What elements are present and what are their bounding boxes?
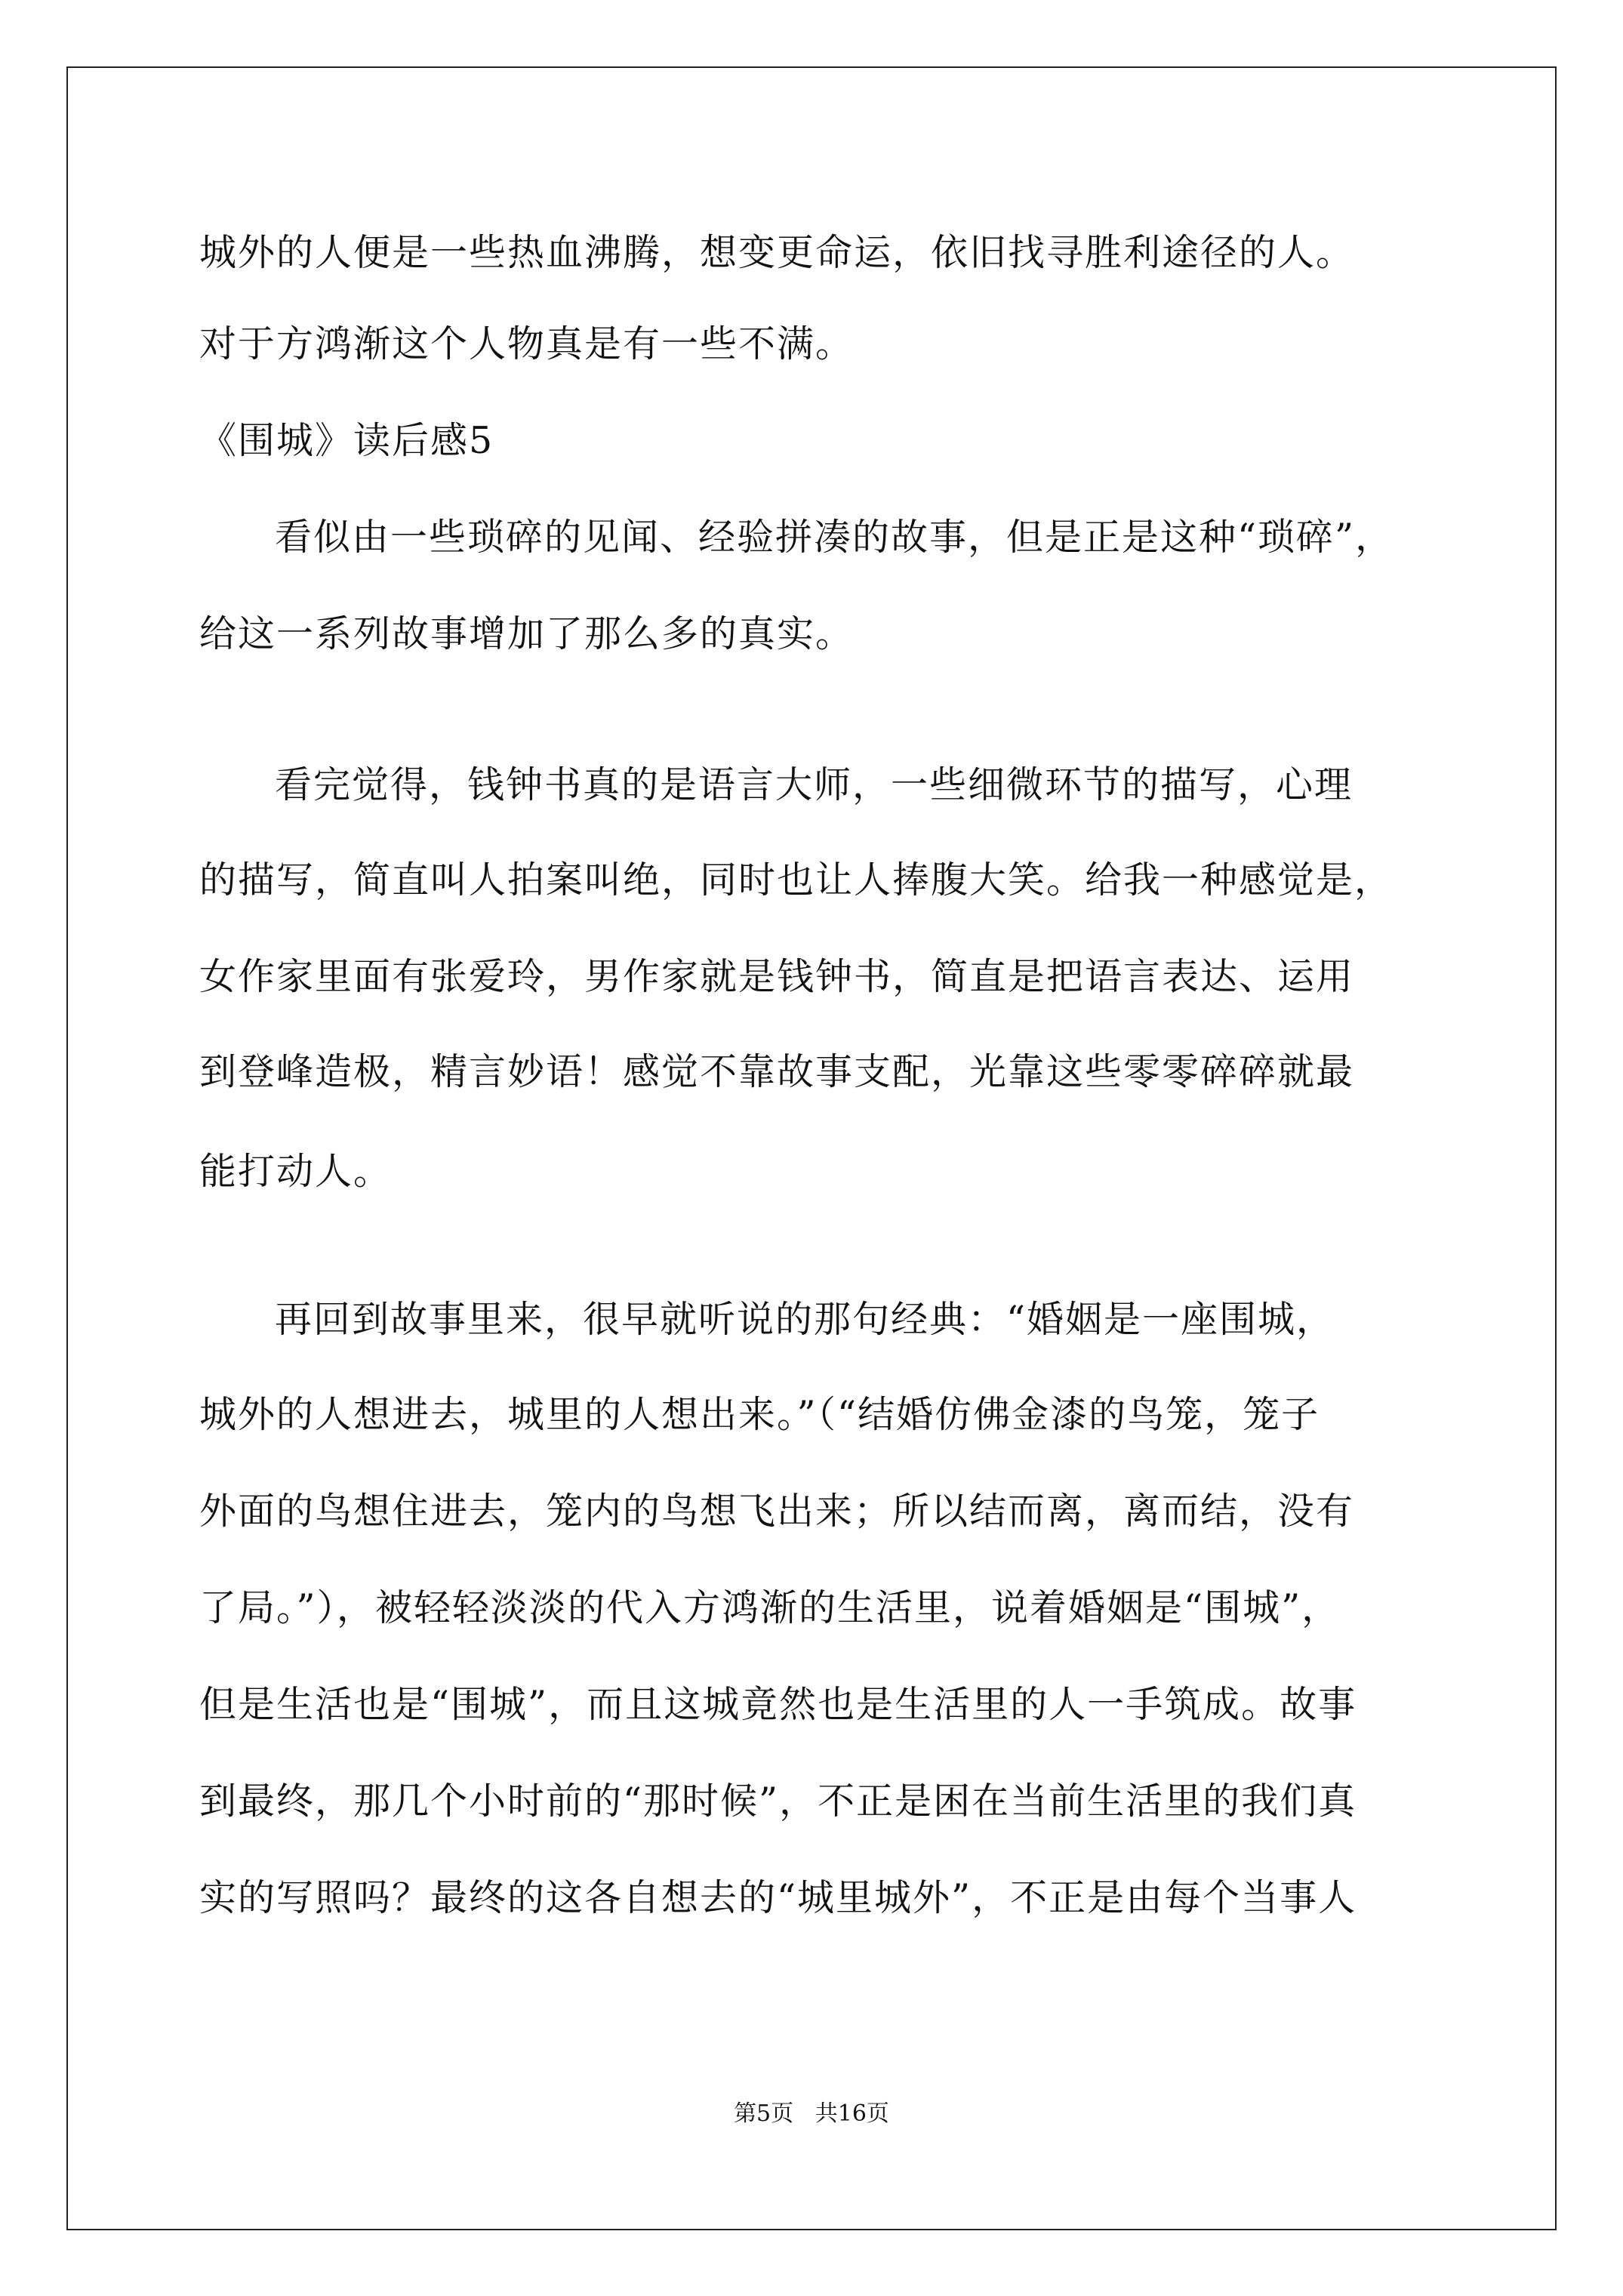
text-line: 城外的人想进去，城里的人想出来。”（“结婚仿佛金漆的鸟笼，笼子 bbox=[199, 1393, 1320, 1436]
page-number-footer: 第5页 共16页 bbox=[734, 2100, 889, 2127]
text-line: 但是生活也是“围城”，而且这城竟然也是生活里的人一手筑成。故事 bbox=[199, 1683, 1357, 1726]
paragraph-start: 再回到故事里来，很早就听说的那句经典：“婚姻是一座围城， bbox=[275, 1298, 1335, 1341]
text-line: 了局。”），被轻轻淡淡的代入方鸿渐的生活里，说着婚姻是“围城”， bbox=[199, 1586, 1341, 1629]
text-line: 外面的鸟想住进去，笼内的鸟想飞出来；所以结而离，离而结，没有 bbox=[199, 1490, 1355, 1533]
text-line: 能打动人。 bbox=[199, 1150, 393, 1193]
text-line: 给这一系列故事增加了那么多的真实。 bbox=[199, 612, 855, 655]
text-line: 实的写照吗？最终的这各自想去的“城里城外”，不正是由每个当事人 bbox=[199, 1876, 1357, 1919]
text-line: 城外的人便是一些热血沸腾，想变更命运，依旧找寻胜利途径的人。 bbox=[199, 231, 1355, 274]
text-line: 到登峰造极，精言妙语！感觉不靠故事支配，光靠这些零零碎碎就最 bbox=[199, 1050, 1355, 1093]
text-line: 对于方鸿渐这个人物真是有一些不满。 bbox=[199, 322, 855, 365]
paragraph-start: 看完觉得，钱钟书真的是语言大师，一些细微环节的描写，心理 bbox=[275, 763, 1354, 806]
section-heading: 《围城》读后感5 bbox=[199, 419, 494, 462]
text-line: 到最终，那几个小时前的“那时候”，不正是困在当前生活里的我们真 bbox=[199, 1780, 1357, 1823]
text-line: 女作家里面有张爱玲，男作家就是钱钟书，简直是把语言表达、运用 bbox=[199, 955, 1355, 998]
text-line: 的描写，简直叫人拍案叫绝，同时也让人捧腹大笑。给我一种感觉是， bbox=[199, 858, 1394, 901]
paragraph-start: 看似由一些琐碎的见闻、经验拼凑的故事，但是正是这种“琐碎”， bbox=[275, 516, 1394, 559]
